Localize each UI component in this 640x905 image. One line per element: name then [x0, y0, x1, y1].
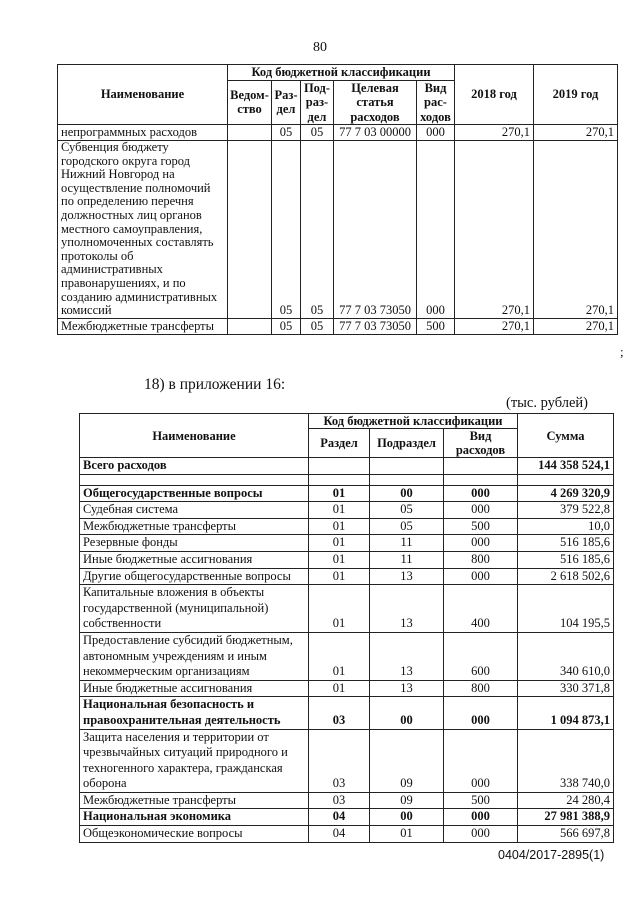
row-vid-rashodov: 600	[444, 632, 518, 680]
row-podrazdel: 09	[370, 729, 444, 792]
row-sum: 4 269 320,9	[518, 485, 614, 502]
row-vid-rashodov: 500	[444, 518, 518, 535]
table-row	[80, 502, 614, 519]
row-podrazdel	[370, 458, 444, 475]
table-row	[58, 141, 618, 319]
row-podrazdel: 05	[370, 502, 444, 519]
row-name: Общегосударственные вопросы	[80, 485, 309, 502]
row-sum	[518, 474, 614, 485]
row-name: Судебная система	[80, 502, 309, 519]
table-spacer-row	[80, 474, 614, 485]
header-name: Наименование	[58, 65, 228, 125]
row-sum: 27 981 388,9	[518, 809, 614, 826]
row-vid-rashodov	[444, 474, 518, 485]
row-celevaya-statya: 77 7 03 00000	[334, 125, 417, 141]
row-sum: 330 371,8	[518, 680, 614, 697]
row-vid-rashodov: 400	[444, 585, 518, 633]
row-podrazdel: 00	[370, 485, 444, 502]
row-vid-rashodov: 500	[417, 318, 455, 334]
row-amount-2019: 270,1	[534, 141, 618, 319]
header-code-group: Код бюджетной классификации	[309, 414, 518, 429]
row-name: Капитальные вложения в объекты государственной (муниципальной) собственности	[80, 585, 309, 633]
header-year-2018: 2018 год	[455, 65, 534, 125]
row-razdel: 05	[272, 141, 301, 319]
row-podrazdel: 13	[370, 632, 444, 680]
row-razdel	[309, 458, 370, 475]
row-vedomstvo	[228, 141, 272, 319]
row-razdel: 01	[309, 632, 370, 680]
row-razdel: 01	[309, 518, 370, 535]
row-vid-rashodov: 800	[444, 551, 518, 568]
row-sum: 24 280,4	[518, 792, 614, 809]
header-razdel: Раз-дел	[272, 80, 301, 125]
row-razdel: 01	[309, 535, 370, 552]
table-row	[80, 458, 614, 475]
header-podrazdel: Под-раз-дел	[301, 80, 334, 125]
row-amount-2018: 270,1	[455, 141, 534, 319]
row-vid-rashodov: 500	[444, 792, 518, 809]
section-label: 18) в приложении 16:	[144, 376, 286, 393]
row-sum: 379 522,8	[518, 502, 614, 519]
header-vid-rashodov: Вид расходов	[444, 429, 518, 458]
row-sum: 10,0	[518, 518, 614, 535]
table-row	[80, 697, 614, 729]
row-sum: 1 094 873,1	[518, 697, 614, 729]
appendix-table-top	[57, 64, 618, 335]
row-podrazdel: 00	[370, 809, 444, 826]
row-podrazdel: 05	[301, 318, 334, 334]
row-vid-rashodov: 000	[444, 502, 518, 519]
header-podrazdel: Подраздел	[370, 429, 444, 458]
header-vedomstvo: Ведом-ство	[228, 80, 272, 125]
row-name: Иные бюджетные ассигнования	[80, 680, 309, 697]
row-razdel: 03	[309, 697, 370, 729]
row-razdel: 03	[309, 792, 370, 809]
row-vedomstvo	[228, 125, 272, 141]
page-number: 80	[313, 40, 327, 55]
header-celevaya-statya: Целевая статья расходов	[334, 80, 417, 125]
row-podrazdel: 05	[370, 518, 444, 535]
header-year-2019: 2019 год	[534, 65, 618, 125]
row-razdel: 01	[309, 585, 370, 633]
row-name: Защита населения и территории от чрезвычайных ситуаций природного и техногенного характера, гражданская оборона	[80, 729, 309, 792]
document-code: 0404/2017-2895(1)	[498, 848, 605, 862]
table-row	[80, 568, 614, 585]
row-name: Резервные фонды	[80, 535, 309, 552]
row-razdel: 04	[309, 826, 370, 843]
row-razdel: 05	[272, 125, 301, 141]
row-podrazdel	[370, 474, 444, 485]
row-vid-rashodov: 000	[444, 729, 518, 792]
row-sum: 566 697,8	[518, 826, 614, 843]
table-row	[80, 826, 614, 843]
row-podrazdel: 05	[301, 125, 334, 141]
row-razdel: 05	[272, 318, 301, 334]
table-row	[80, 535, 614, 552]
row-name	[80, 474, 309, 485]
row-podrazdel: 00	[370, 697, 444, 729]
row-name: Иные бюджетные ассигнования	[80, 551, 309, 568]
row-name: Национальная безопасность и правоохранительная деятельность	[80, 697, 309, 729]
table-row	[80, 518, 614, 535]
row-podrazdel: 13	[370, 568, 444, 585]
table-row	[58, 125, 618, 141]
row-razdel: 01	[309, 502, 370, 519]
row-podrazdel: 11	[370, 535, 444, 552]
row-razdel: 01	[309, 568, 370, 585]
row-podrazdel: 13	[370, 585, 444, 633]
appendix-table-top-body	[58, 125, 618, 335]
row-razdel	[309, 474, 370, 485]
row-vid-rashodov: 000	[444, 809, 518, 826]
header-sum: Сумма	[518, 414, 614, 458]
row-name: Межбюджетные трансферты	[80, 792, 309, 809]
row-vedomstvo	[228, 318, 272, 334]
row-vid-rashodov	[444, 458, 518, 475]
units-note: (тыс. рублей)	[506, 395, 588, 411]
row-razdel: 01	[309, 485, 370, 502]
row-name: Всего расходов	[80, 458, 309, 475]
row-name: Другие общегосударственные вопросы	[80, 568, 309, 585]
row-name: Общеэкономические вопросы	[80, 826, 309, 843]
row-amount-2019: 270,1	[534, 318, 618, 334]
row-podrazdel: 01	[370, 826, 444, 843]
row-name: Межбюджетные трансферты	[58, 318, 228, 334]
row-sum: 144 358 524,1	[518, 458, 614, 475]
row-sum: 516 185,6	[518, 551, 614, 568]
table-row	[80, 792, 614, 809]
table-row	[58, 318, 618, 334]
semicolon: ;	[620, 344, 624, 359]
header-code-group: Код бюджетной классификации	[228, 65, 455, 81]
row-razdel: 01	[309, 680, 370, 697]
table-row	[80, 551, 614, 568]
row-celevaya-statya: 77 7 03 73050	[334, 318, 417, 334]
row-vid-rashodov: 000	[444, 697, 518, 729]
table-row	[80, 680, 614, 697]
row-name: Межбюджетные трансферты	[80, 518, 309, 535]
header-razdel: Раздел	[309, 429, 370, 458]
row-vid-rashodov: 000	[444, 568, 518, 585]
table-row	[80, 809, 614, 826]
row-podrazdel: 13	[370, 680, 444, 697]
row-sum: 338 740,0	[518, 729, 614, 792]
row-sum: 2 618 502,6	[518, 568, 614, 585]
row-razdel: 04	[309, 809, 370, 826]
row-amount-2018: 270,1	[455, 125, 534, 141]
row-sum: 104 195,5	[518, 585, 614, 633]
row-amount-2019: 270,1	[534, 125, 618, 141]
row-podrazdel: 09	[370, 792, 444, 809]
row-name: Предоставление субсидий бюджетным, автономным учреждениям и иным некоммерческим организациям	[80, 632, 309, 680]
row-vid-rashodov: 000	[444, 485, 518, 502]
table-row	[80, 585, 614, 633]
row-podrazdel: 11	[370, 551, 444, 568]
row-podrazdel: 05	[301, 141, 334, 319]
row-razdel: 03	[309, 729, 370, 792]
header-name: Наименование	[80, 414, 309, 458]
row-razdel: 01	[309, 551, 370, 568]
row-sum: 340 610,0	[518, 632, 614, 680]
row-name: Субвенция бюджету городского округа город Нижний Новгород на осуществление полномочий по определению перечня должностных лиц органов местного самоуправления, уполномоченных составлять протоколы об административных правонарушениях, и по созданию административных комиссий	[58, 141, 228, 319]
appendix-16-table-body	[80, 458, 614, 843]
row-vid-rashodov: 000	[444, 535, 518, 552]
row-vid-rashodov: 000	[417, 125, 455, 141]
table-row	[80, 632, 614, 680]
table-row	[80, 729, 614, 792]
row-name: Национальная экономика	[80, 809, 309, 826]
row-amount-2018: 270,1	[455, 318, 534, 334]
row-vid-rashodov: 800	[444, 680, 518, 697]
row-sum: 516 185,6	[518, 535, 614, 552]
row-celevaya-statya: 77 7 03 73050	[334, 141, 417, 319]
row-name: непрограммных расходов	[58, 125, 228, 141]
row-vid-rashodov: 000	[417, 141, 455, 319]
appendix-16-table	[79, 413, 614, 843]
row-vid-rashodov: 000	[444, 826, 518, 843]
table-row	[80, 485, 614, 502]
header-vid-rashodov: Вид рас-ходов	[417, 80, 455, 125]
